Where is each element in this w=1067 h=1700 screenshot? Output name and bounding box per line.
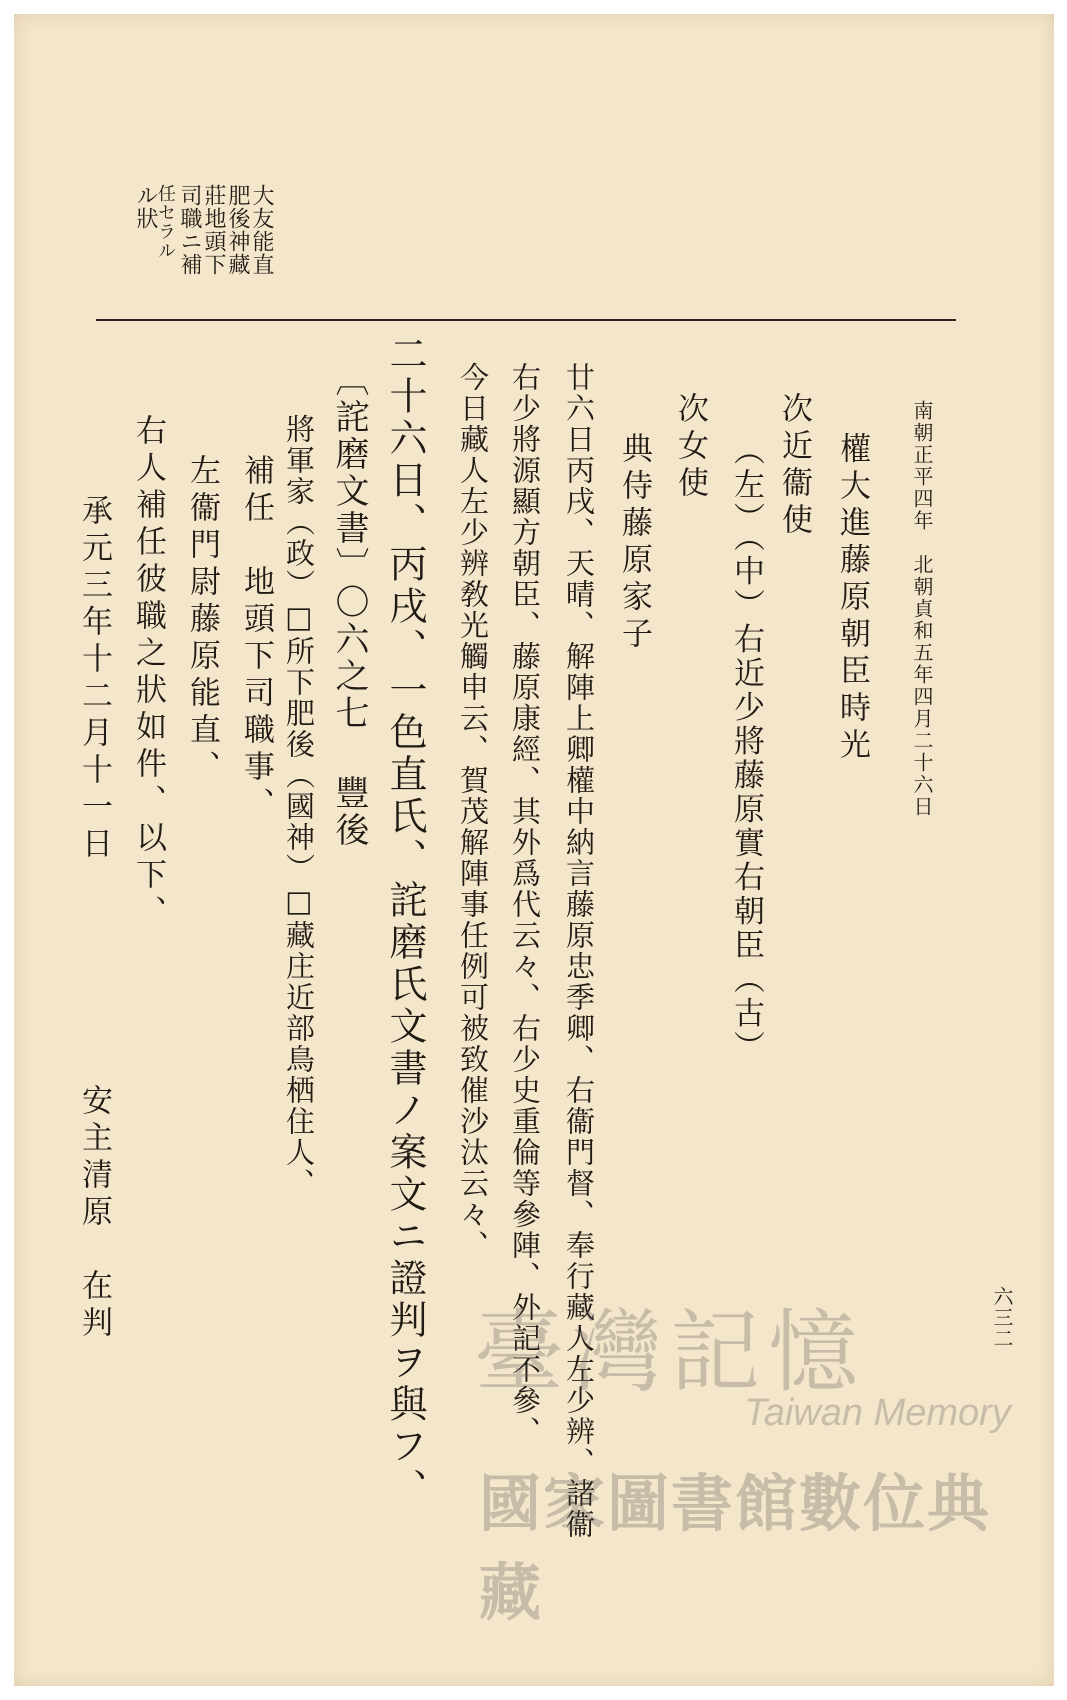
watermark-library: 國家圖書館數位典藏 — [479, 1470, 992, 1628]
sidenote-line-3: 莊地頭下 — [201, 184, 226, 276]
document-page — [14, 14, 1054, 1686]
watermark-english: Taiwan Memory — [744, 1392, 1011, 1434]
page-number-text: 六三二 — [990, 1286, 1014, 1349]
body-line-5: 典侍藤原家子 — [616, 432, 652, 654]
body-line-2: 次近衞使 — [776, 392, 812, 540]
body-line-15: 承元三年十二月十一日 — [76, 494, 112, 864]
body-line-8: 今日藏人左少辨敎光觸申云、賀茂解陣事任例可被致催沙汰云々、 — [456, 362, 490, 1261]
sidenote-line-2: 肥後神藏 — [225, 184, 250, 276]
body-line-14: 右人補任彼職之狀如件、以下、 — [130, 414, 166, 932]
page-number — [992, 1286, 1012, 1354]
sidenote-line-6: ル狀 — [133, 184, 158, 230]
sidenote-line-4: 司職ニ補 — [177, 184, 202, 276]
body-line-3: （左）（中）右近少將藤原實右朝臣（古） — [728, 434, 764, 1065]
body-line-1: 權大進藤原朝臣時光 — [834, 432, 870, 765]
watermark-chinese: 臺灣記憶 — [474, 1300, 866, 1405]
sidenote-line-1: 大友能直 — [249, 184, 274, 276]
running-title: 南朝正平四年 北朝貞和五年四月二十六日 — [910, 400, 934, 818]
body-line-9: 二十六日、丙戌、一色直氏、詫磨氏文書ノ案文ニ證判ヲ與フ、 — [383, 334, 427, 1510]
body-line-10: 〔詫磨文書〕〇六之七 豐後 — [329, 362, 369, 849]
body-line-4: 次女使 — [672, 392, 708, 503]
body-line-7: 右少將源顯方朝臣、藤原康經、其外爲代云々、右少史重倫等參陣、外記不參、 — [508, 362, 542, 1447]
body-line-16: 安主清原 在判 — [76, 1084, 112, 1343]
body-line-11: 將軍家（政）□所下肥後（國神）□藏庄近部鳥栖住人、 — [282, 414, 316, 1199]
body-line-13: 左衞門尉藤原能直、 — [184, 454, 220, 787]
sidenote-line-5: 任セラル — [155, 184, 176, 260]
divider-rule — [96, 319, 956, 321]
body-line-12: 補任 地頭下司職事、 — [238, 454, 274, 824]
body-line-6: 廿六日丙戌、天晴、解陣上卿權中納言藤原忠季卿、右衞門督、奉行藏人左少辨、諸衞 — [562, 362, 596, 1540]
